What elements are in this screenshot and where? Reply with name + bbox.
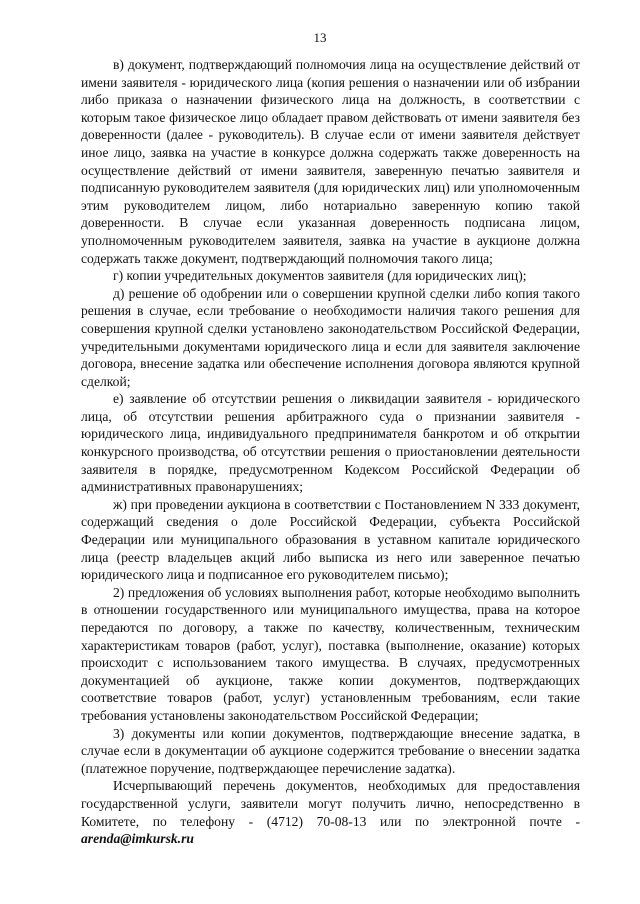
- paragraph-zh-share-information: ж) при проведении аукциона в соответствии с Постановлением N 333 документ, содержащий сведения о доле Российской Федерации, субъекта Российской Федерации или муниципального образования в уставном капитале юридического лица (реестр владельцев акций либо выписка из него или заверенное печатью юридического лица и подписанное его руководителем письмо);: [81, 496, 580, 583]
- page-number: 13: [313, 30, 327, 45]
- contact-text: Исчерпывающий перечень документов, необходимых для предоставления государственной услуги, заявители могут получить лично, непосредственно в Комитете, по телефону - (4712) 70-08-13 или по электронной почте -: [81, 778, 580, 829]
- paragraph-e-no-liquidation: е) заявление об отсутствии решения о ликвидации заявителя - юридического лица, об отсутствии решения арбитражного суда о признании заявителя - юридического лица, индивидуального предпринимателя банкротом и об открытии конкурсного производства, об отсутствии решения о приостановлении деятельности заявителя в порядке, предусмотренном Кодексом Российской Федерации об административных правонарушениях;: [81, 391, 580, 495]
- document-body: [81, 56, 580, 848]
- paragraph-2-work-conditions: 2) предложения об условиях выполнения работ, которые необходимо выполнить в отношении государственного или муниципального имущества, права на которое передаются по договору, а также по качеству, количественным, техническим характеристикам товаров (работ, услуг), поставка (выполнение, оказание) которых происходит с использованием такого имущества. В случаях, предусмотренных документацией об аукционе, также копии документов, подтверждающих соответствие товаров (работ, услуг) установленным требованиям, если такие требования установлены законодательством Российской Федерации;: [81, 584, 580, 723]
- paragraph-d-major-transaction: д) решение об одобрении или о совершении крупной сделки либо копия такого решения в случае, если требование о необходимости наличия такого решения для совершения крупной сделки установлено законодательством Российской Федерации, учредительными документами юридического лица и если для заявителя заключение договора, внесение задатка или обеспечение исполнения договора являются крупной сделкой;: [81, 285, 580, 389]
- paragraph-contact-info: [81, 777, 580, 847]
- paragraph-v-authority-document: в) документ, подтверждающий полномочия лица на осуществление действий от имени заявителя - юридического лица (копия решения о назначении или об избрании либо приказа о назначении физического лица на должность, в соответствии с которым такое физическое лицо обладает правом действовать от имени заявителя без доверенности (далее - руководитель). В случае если от имени заявителя действует иное лицо, заявка на участие в конкурсе должна содержать также доверенность на осуществление действий от имени заявителя, заверенную печатью заявителя и подписанную руководителем заявителя (для юридических лиц) или уполномоченным этим руководителем лицом, либо нотариально заверенную копию такой доверенности. В случае если указанная доверенность подписана лицом, уполномоченным руководителем заявителя, заявка на участие в аукционе должна содержать также документ, подтверждающий полномочия такого лица;: [81, 57, 580, 266]
- paragraph-3-deposit-documents: 3) документы или копии документов, подтверждающие внесение задатка, в случае если в документации об аукционе содержится требование о внесении задатка (платежное поручение, подтверждающее перечисление задатка).: [81, 725, 580, 776]
- paragraph-g-founding-documents: г) копии учредительных документов заявителя (для юридических лиц);: [113, 268, 527, 284]
- email-link[interactable]: arenda@imkursk.ru: [81, 831, 194, 847]
